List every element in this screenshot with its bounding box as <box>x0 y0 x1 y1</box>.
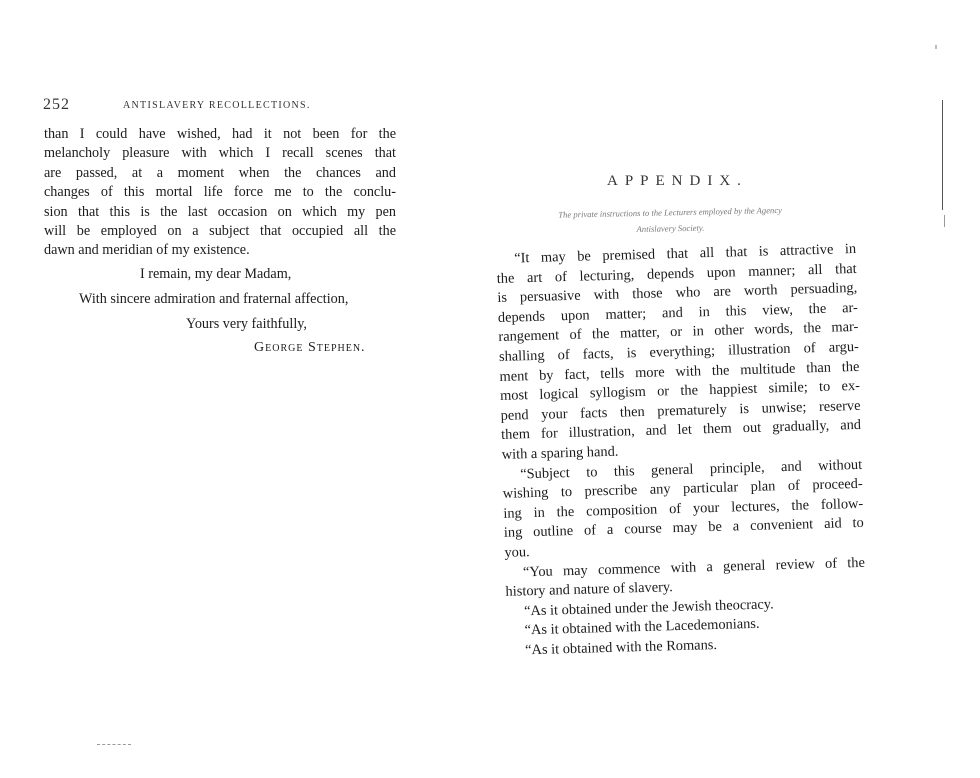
text-line: “Subject to this general principle, and without <box>520 456 863 482</box>
left-body-text <box>44 125 396 261</box>
appendix-title: APPENDIX. <box>607 173 748 189</box>
text-line: “It may be premised that all that is attractive in <box>514 240 857 267</box>
subtitle-line: Antislavery Society. <box>636 222 705 235</box>
text-line: with a sparing hand. <box>501 443 619 463</box>
text-line: them for illustration, and let them out gradually, and <box>500 417 862 444</box>
text-line: is persuasive with those who are worth persuading, <box>497 280 858 307</box>
text-line: changes of this mortal life force me to the conclu- <box>44 184 396 201</box>
text-line: ment by fact, tells more with the multitude than the <box>499 358 860 385</box>
subtitle-line: The private instructions to the Lecturers employed by the Agency <box>558 204 783 220</box>
page-header <box>43 96 403 116</box>
text-line: melancholy pleasure with which I recall scenes that <box>44 145 396 162</box>
text-line: wishing to prescribe any particular plan of proceed- <box>502 475 863 503</box>
page-number: 252 <box>43 96 70 113</box>
scan-mark <box>935 45 937 49</box>
text-line: shalling of facts, is everything; illustration of argu- <box>498 338 860 365</box>
text-line: are passed, at a moment when the chances and <box>44 164 396 181</box>
text-line: dawn and meridian of my existence. <box>44 242 250 259</box>
text-line: “As it obtained with the Romans. <box>524 636 718 659</box>
scan-mark <box>944 215 945 227</box>
text-line: “You may commence with a general review of the <box>522 554 866 580</box>
text-line: will be employed on a subject that occupied all the <box>44 223 396 240</box>
text-line: than I could have wished, had it not been for the <box>44 126 396 142</box>
right-body-text <box>496 240 867 661</box>
closing-valediction: Yours very faithfully, <box>186 316 307 332</box>
text-line: most logical syllogism or the happiest simile; to ex- <box>499 378 861 405</box>
scan-mark <box>942 100 943 210</box>
right-page <box>470 0 980 778</box>
text-line: the art of lecturing, depends upon manner; all that <box>496 260 857 287</box>
text-line: ing outline of a course may be a convenient aid to <box>503 515 864 542</box>
closing-sentiment: With sincere admiration and fraternal affection, <box>79 291 349 307</box>
text-line: ing in the composition of your lectures, the follow- <box>503 495 864 522</box>
scan-mark <box>97 744 131 746</box>
text-line: you. <box>504 544 530 561</box>
left-page <box>0 0 470 778</box>
text-line: sion that this is the last occasion on which my pen <box>44 203 396 220</box>
text-line: pend your facts then prematurely is unwise; reserve <box>500 397 861 424</box>
closing-salutation: I remain, my dear Madam, <box>140 266 292 282</box>
running-head: ANTISLAVERY RECOLLECTIONS. <box>123 100 311 111</box>
signature: George Stephen. <box>254 340 366 355</box>
text-line: “As it obtained under the Jewish theocracy. <box>523 596 774 620</box>
appendix-subtitle <box>495 201 846 240</box>
text-line: “As it obtained with the Lacedemonians. <box>524 616 760 639</box>
text-line: rangement of the matter, or in other words, the mar- <box>498 319 859 346</box>
text-line: depends upon matter; and in this view, the ar- <box>497 299 858 326</box>
text-line: history and nature of slavery. <box>505 579 674 600</box>
